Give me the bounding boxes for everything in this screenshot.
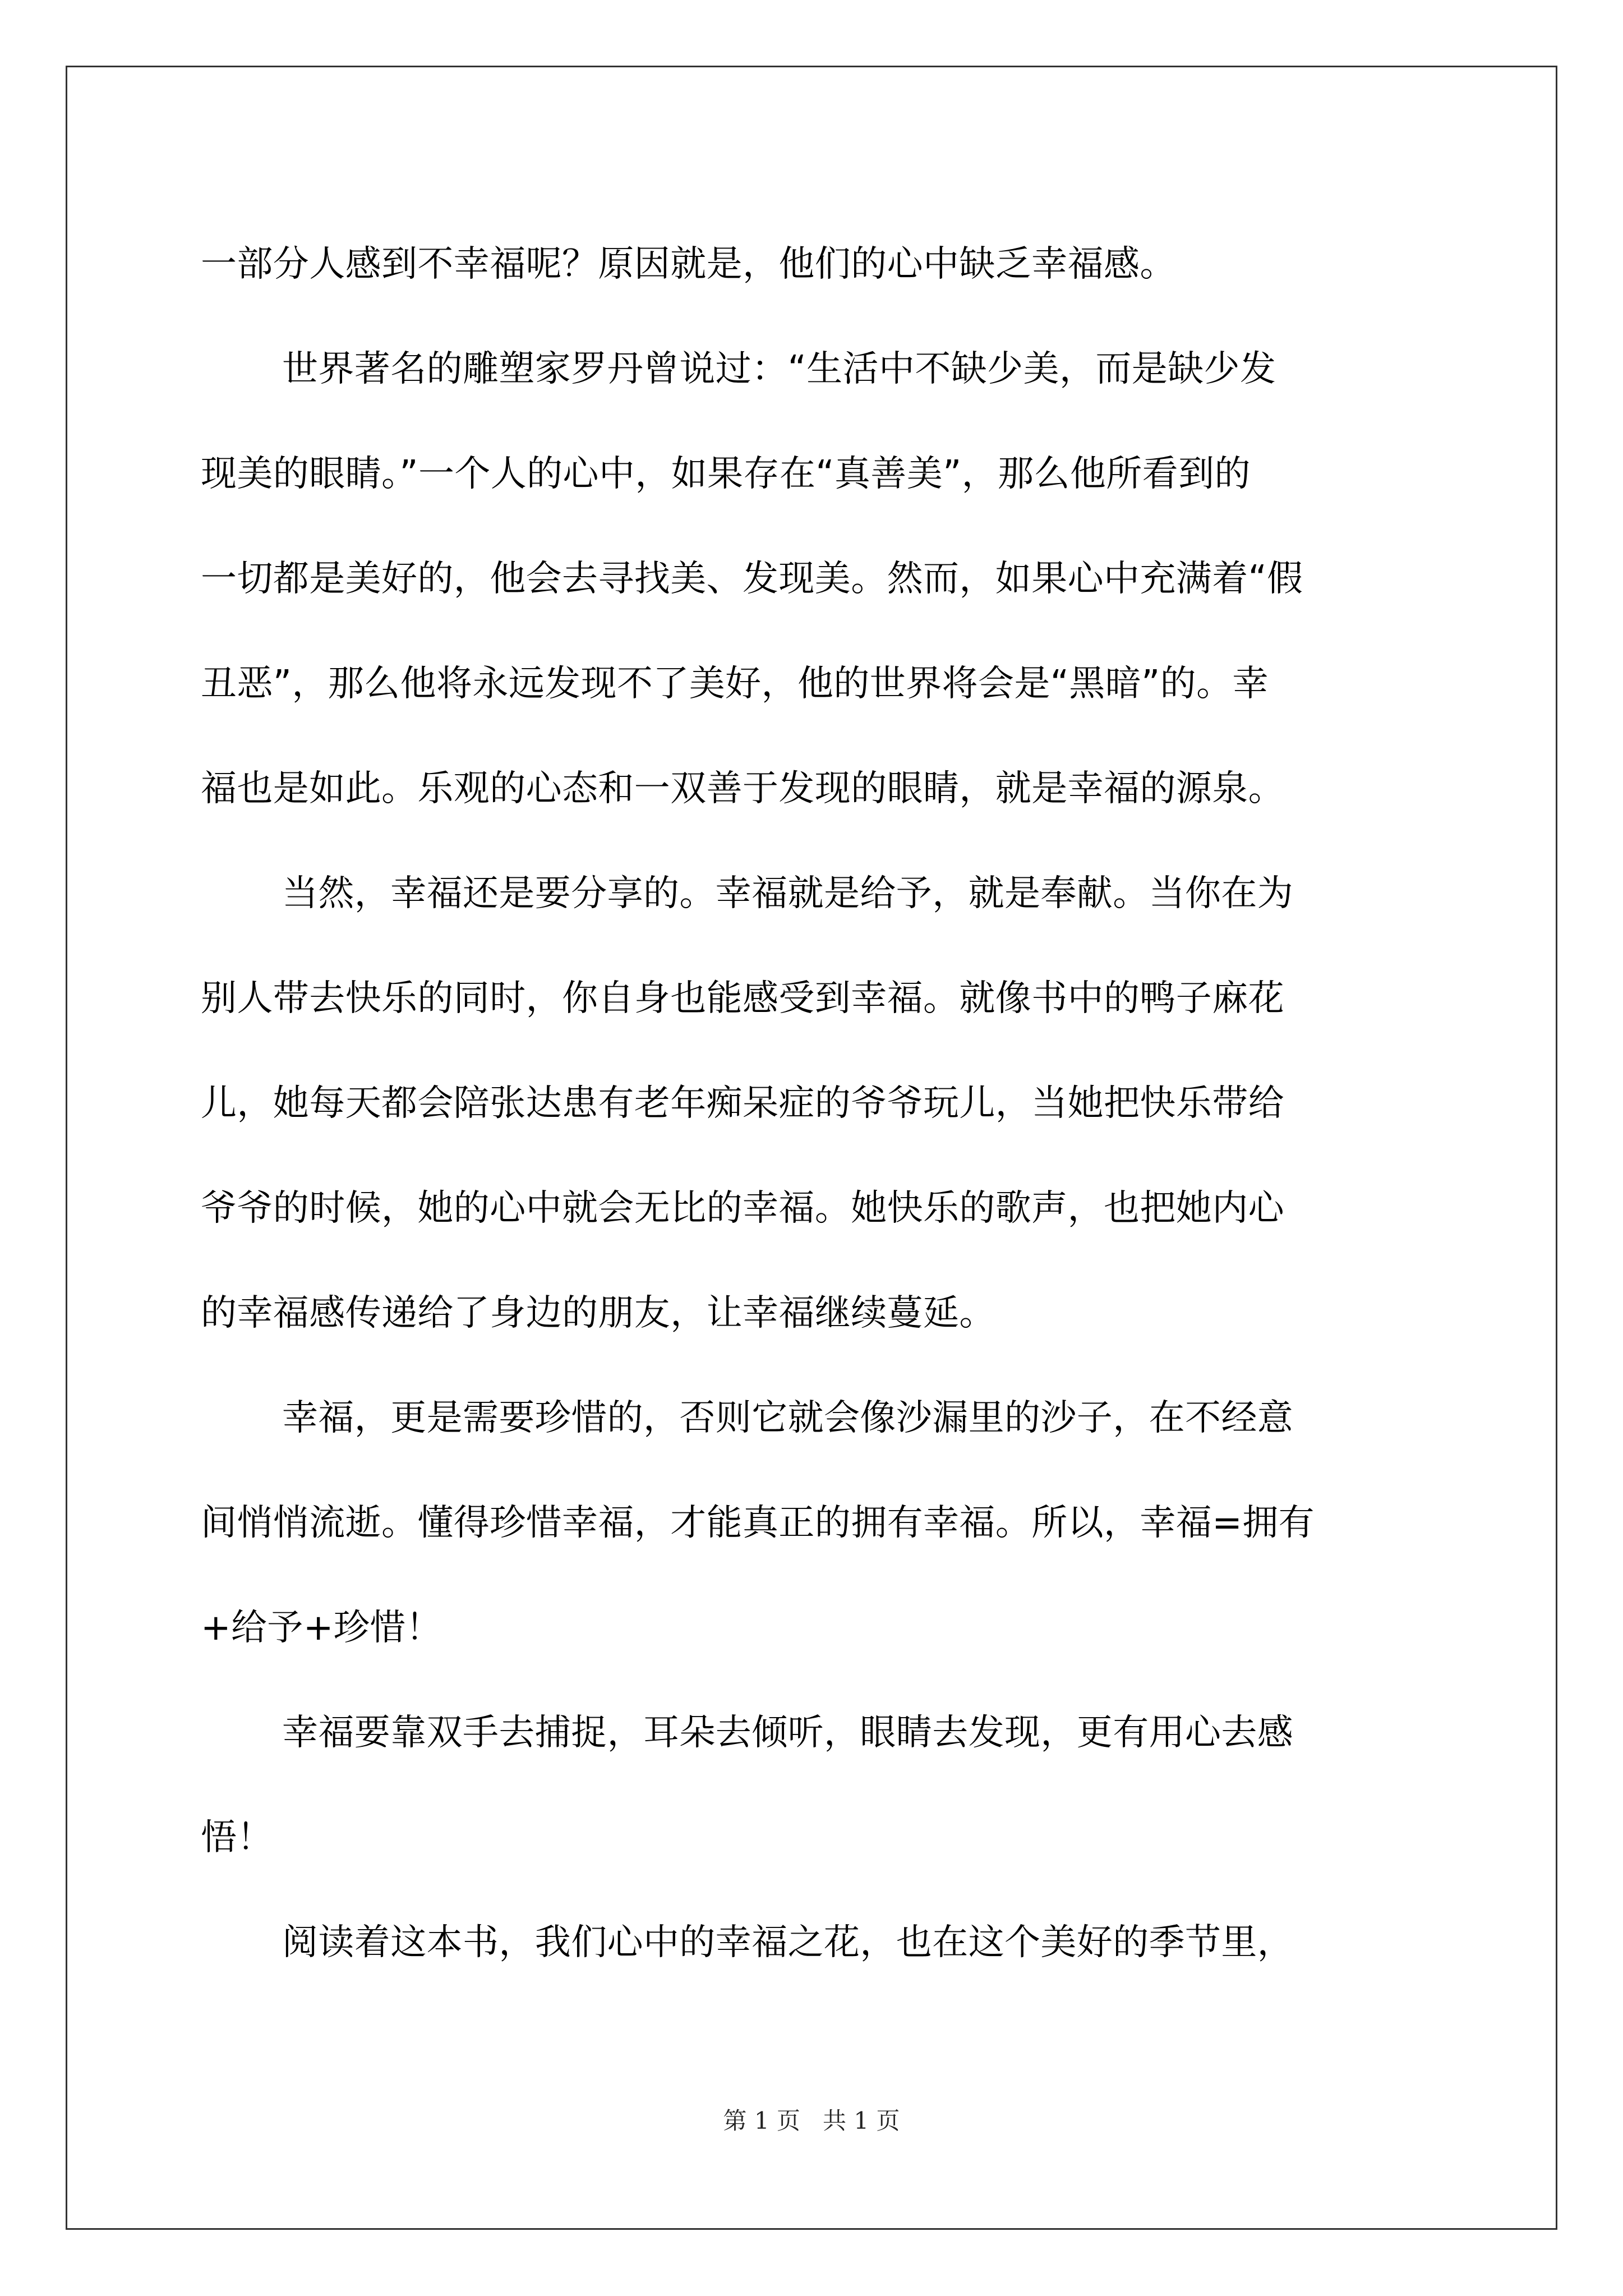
text-line: 世界著名的雕塑家罗丹曾说过：“生活中不缺少美，而是缺少发 [282,348,1276,390]
text-line: 幸福，更是需要珍惜的，否则它就会像沙漏里的沙子，在不经意 [282,1397,1294,1439]
text-line: 福也是如此。乐观的心态和一双善于发现的眼睛，就是幸福的源泉。 [201,768,1284,809]
page-footer [0,2102,1623,2136]
text-line: 别人带去快乐的同时，你自身也能感受到幸福。就像书中的鸭子麻花 [201,978,1284,1019]
text-line: 间悄悄流逝。懂得珍惜幸福，才能真正的拥有幸福。所以，幸福=拥有 [201,1502,1315,1544]
text-line: 丑恶”，那么他将永远发现不了美好，他的世界将会是“黑暗”的。幸 [201,663,1269,705]
text-line: 儿，她每天都会陪张达患有老年痴呆症的爷爷玩儿，当她把快乐带给 [201,1083,1284,1124]
text-line: 一部分人感到不幸福呢？原因就是，他们的心中缺乏幸福感。 [201,243,1176,285]
text-line: 阅读着这本书，我们心中的幸福之花，也在这个美好的季节里， [282,1922,1294,1963]
text-line: 悟！ [201,1817,273,1858]
text-line: 当然，幸福还是要分享的。幸福就是给予，就是奉献。当你在为 [282,873,1294,914]
text-line: 的幸福感传递给了身边的朋友，让幸福继续蔓延。 [201,1292,995,1334]
text-line: 爷爷的时候，她的心中就会无比的幸福。她快乐的歌声，也把她内心 [201,1188,1284,1229]
text-line: 现美的眼睛。”一个人的心中，如果存在“真善美”，那么他所看到的 [201,453,1251,495]
document-body [201,212,1423,1995]
page-total: 共 1 页 [823,2107,900,2134]
page-number: 第 1 页 [723,2107,800,2134]
text-line: +给予+珍惜！ [201,1607,442,1649]
text-line: 一切都是美好的，他会去寻找美、发现美。然而，如果心中充满着“假 [201,558,1303,600]
text-line: 幸福要靠双手去捕捉，耳朵去倾听，眼睛去发现，更有用心去感 [282,1712,1294,1754]
